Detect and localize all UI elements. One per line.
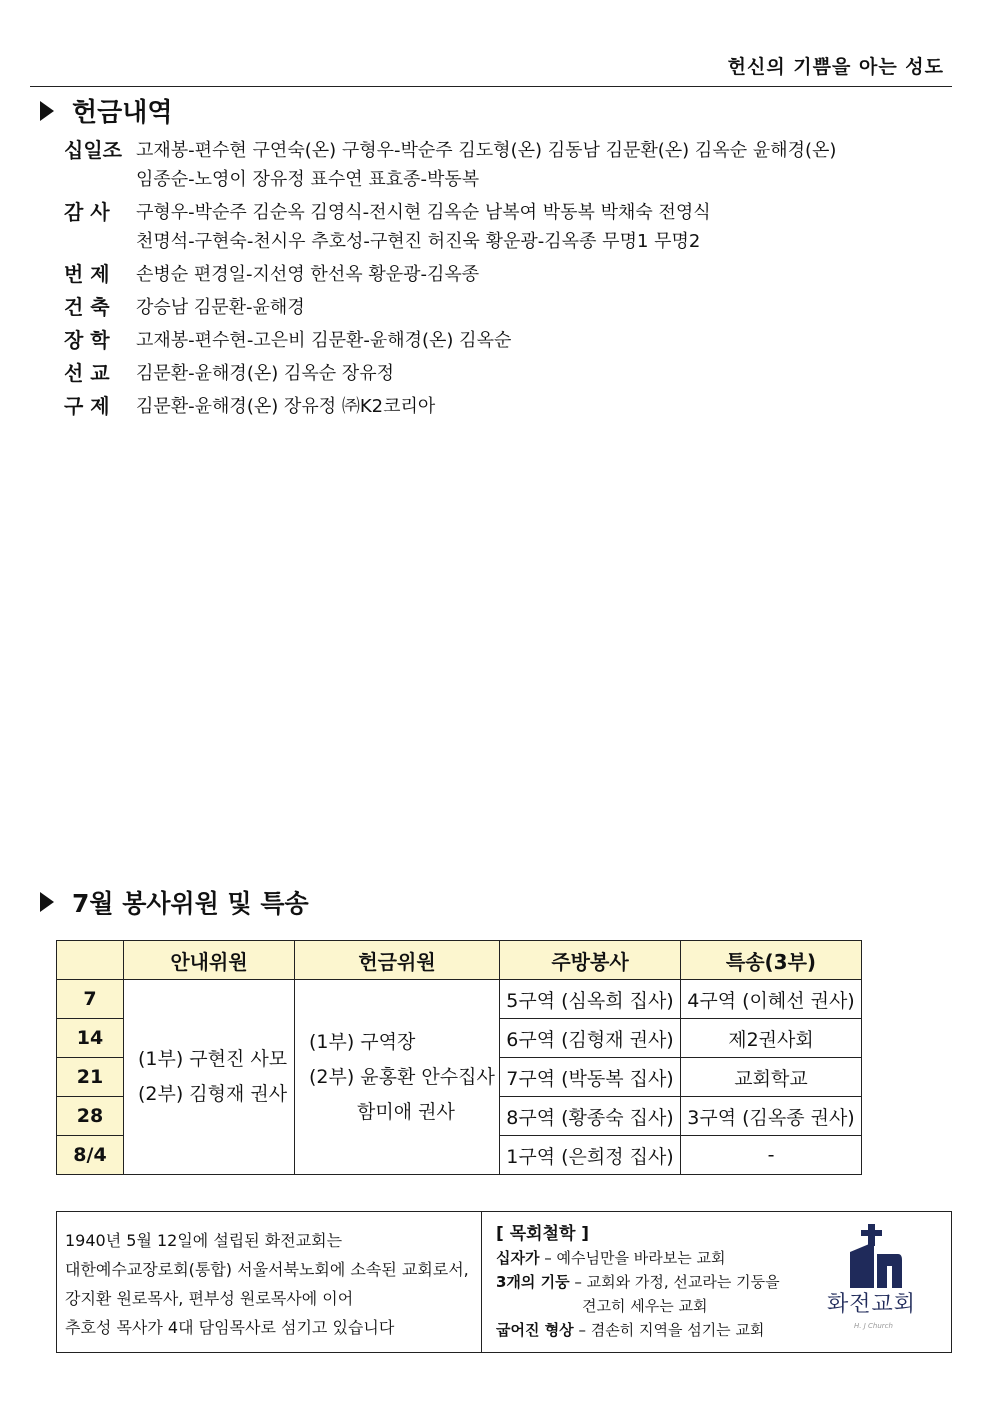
choir-cell: 3구역 (김옥종 권사) xyxy=(681,1097,862,1136)
offering-label: 감 사 xyxy=(64,200,110,224)
offering-section-title xyxy=(40,92,172,129)
offering-label: 십일조 xyxy=(64,138,122,162)
offering-names-line: 고재봉-편수현 구연숙(온) 구형우-박순주 김도형(온) 김동남 김문환(온) 김옥순 윤해경(온) xyxy=(136,140,837,161)
offering-names-line: 천명석-구현숙-천시우 추호성-구현진 허진욱 황운광-김옥종 무명1 무명2 xyxy=(136,231,701,252)
offering-team-line: (1부) 구역장 xyxy=(309,1030,416,1053)
choir-cell: 교회학교 xyxy=(681,1058,862,1097)
offering-names-line: 손병순 편경일-지선영 한선옥 황운광-김옥종 xyxy=(136,264,480,285)
offering-label: 건 축 xyxy=(64,295,110,319)
church-history xyxy=(57,1212,482,1352)
header-divider xyxy=(30,86,952,87)
church-logo xyxy=(802,1212,951,1352)
service-section-title xyxy=(40,884,309,920)
offering-names-line: 강승남 김문환-윤해경 xyxy=(136,297,305,318)
offering-team-line: (2부) 윤홍환 안수집사 xyxy=(309,1065,495,1088)
service-table xyxy=(56,940,862,1175)
history-line: 대한예수교장로회(통합) 서울서북노회에 소속된 교회로서, xyxy=(65,1260,469,1279)
offering-row-burnt xyxy=(64,260,944,289)
date-cell: 7 xyxy=(57,980,124,1019)
page-header-title: 헌신의 기쁨을 아는 성도 xyxy=(727,56,944,78)
offering-label: 선 교 xyxy=(64,361,110,385)
philosophy-title: [ 목회철학 ] xyxy=(496,1224,590,1244)
triangle-bullet-icon xyxy=(40,892,54,912)
kitchen-cell: 8구역 (황종숙 집사) xyxy=(500,1097,681,1136)
date-cell: 21 xyxy=(57,1058,124,1097)
kitchen-cell: 5구역 (심옥희 집사) xyxy=(500,980,681,1019)
table-header-choir: 특송(3부) xyxy=(681,941,862,980)
offering-label: 번 제 xyxy=(64,262,110,286)
philosophy-item: 굽어진 형상 – 겸손히 지역을 섬기는 교회 xyxy=(496,1321,765,1339)
logo-church-name: 화전교회 xyxy=(827,1292,917,1317)
church-cross-logo-icon xyxy=(844,1224,904,1290)
table-header-offering: 헌금위원 xyxy=(295,941,500,980)
kitchen-cell: 7구역 (박동복 집사) xyxy=(500,1058,681,1097)
offering-label: 구 제 xyxy=(64,394,110,418)
offering-row-scholarship xyxy=(64,326,944,355)
ushers-cell xyxy=(124,980,295,1175)
table-header-row xyxy=(57,941,862,980)
date-cell: 28 xyxy=(57,1097,124,1136)
ministry-philosophy xyxy=(482,1212,802,1352)
offering-names-line: 고재봉-편수현-고은비 김문환-윤해경(온) 김옥순 xyxy=(136,330,512,351)
offering-team-cell xyxy=(295,980,500,1175)
offering-title-text: 헌금내역 xyxy=(72,98,173,128)
service-title-text: 7월 봉사위원 및 특송 xyxy=(72,889,309,918)
offering-names-line: 임종순-노영이 장유정 표수연 표효종-박동복 xyxy=(136,169,480,190)
usher-line: (2부) 김형재 권사 xyxy=(138,1083,288,1105)
choir-cell: 제2권사회 xyxy=(681,1019,862,1058)
offering-names-line: 구형우-박순주 김순옥 김영식-전시현 김옥순 남복여 박동복 박채숙 전영식 xyxy=(136,202,711,223)
church-info-box xyxy=(56,1211,952,1353)
table-header-blank xyxy=(57,941,124,980)
offering-row-relief xyxy=(64,392,944,421)
choir-cell: 4구역 (이혜선 권사) xyxy=(681,980,862,1019)
offering-row-building xyxy=(64,293,944,322)
history-line: 1940년 5월 12일에 설립된 화전교회는 xyxy=(65,1231,343,1250)
table-header-ushers: 안내위원 xyxy=(124,941,295,980)
usher-line: (1부) 구현진 사모 xyxy=(138,1048,288,1070)
history-line: 강지환 원로목사, 편부성 원로목사에 이어 xyxy=(65,1289,354,1308)
offering-row-tithe xyxy=(64,136,944,194)
philosophy-item: 견고히 세우는 교회 xyxy=(582,1297,708,1315)
logo-subtitle: H. J Church xyxy=(854,1322,893,1330)
offering-row-thanks xyxy=(64,198,944,256)
date-cell: 14 xyxy=(57,1019,124,1058)
kitchen-cell: 6구역 (김형재 권사) xyxy=(500,1019,681,1058)
philosophy-item: 3개의 기둥 – 교회와 가정, 선교라는 기둥을 xyxy=(496,1273,780,1291)
offering-names-line: 김문환-윤해경(온) 김옥순 장유정 xyxy=(136,363,395,384)
offering-names-line: 김문환-윤해경(온) 장유정 ㈜K2코리아 xyxy=(136,396,436,417)
offering-team-line: 함미애 권사 xyxy=(357,1100,455,1123)
history-line: 추호성 목사가 4대 담임목사로 섬기고 있습니다 xyxy=(65,1318,395,1337)
kitchen-cell: 1구역 (은희정 집사) xyxy=(500,1136,681,1175)
offering-list xyxy=(64,136,944,425)
table-header-kitchen: 주방봉사 xyxy=(500,941,681,980)
offering-label: 장 학 xyxy=(64,328,110,352)
choir-cell: - xyxy=(681,1136,862,1175)
philosophy-item: 십자가 – 예수님만을 바라보는 교회 xyxy=(496,1249,726,1267)
table-row xyxy=(57,980,862,1019)
triangle-bullet-icon xyxy=(40,101,54,121)
date-cell: 8/4 xyxy=(57,1136,124,1175)
offering-row-mission xyxy=(64,359,944,388)
